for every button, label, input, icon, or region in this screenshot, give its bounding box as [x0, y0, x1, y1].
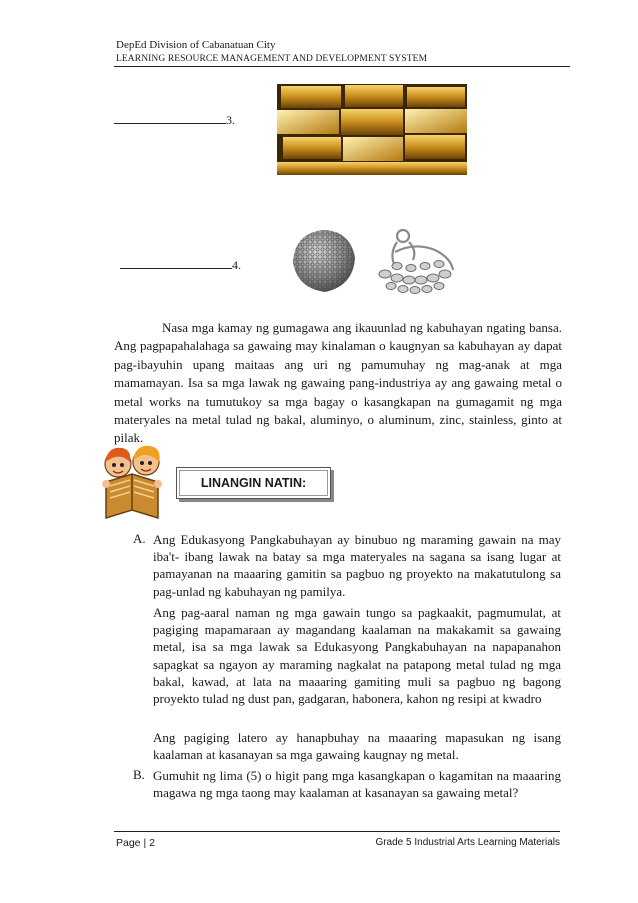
section-a-p3: Ang pagiging latero ay hanapbuhay na maaaring mapasukan ng isang kaalaman at kasanayan sa mga gawaing kaugnay ng metal. — [153, 730, 561, 763]
footer-rule — [114, 831, 560, 832]
footer-page-number: Page | 2 — [116, 837, 155, 849]
section-a-label: A. — [133, 531, 146, 546]
answer-line — [114, 113, 226, 124]
intro-text: Nasa mga kamay ng gumagawa ang ikauunlad ng kabuhayan ngating bansa. Ang pagpapahalahaga sa gawaing may kinalaman o kaugnyan sa kabuhayan ay dapat pag-ibayuhin upang maitaas ang uri ng pamumuhay ng mag-anak at mga mamamayan. Isa sa mga lawak ng gawaing pang-industriya ay ang gawaing metal o metal works na tumutukoy sa mga bagay o kasangkapan na gumagamit ng mga materyales na metal tulad ng bakal, aluminyo, o aluminum, zinc, stainless, ginto at pilak. — [114, 320, 562, 446]
section-title-box — [176, 467, 331, 499]
footer-title: Grade 5 Industrial Arts Learning Materials — [375, 837, 560, 848]
section-a-p2: Ang pag-aaral naman ng mga gawain tungo sa pagkaakit, pagmumulat, at pagiging mapamaraan ay magandang kaalaman na makakamit sa gawaing metal, isa sa mga lawak sa Edukasyong Pangkabuhayan na napapanahon sapagkat sa ngayon ay maraming nagkalat na patapong metal tulad ng mga bakal, kawad, at lata na maaaring gamiting muli sa pagbuo ng bagong proyekto tulad ng dust pan, gadgaran, habonera, kahon ng resipi at kwadro — [153, 605, 561, 707]
header-division: DepEd Division of Cabanatuan City — [116, 39, 276, 51]
header-rule — [114, 66, 570, 67]
section-b-text: Gumuhit ng lima (5) o higit pang mga kasangkapan o kagamitan na maaaring magawa ng mga taong may kaalaman at kasanayan sa gawaing metal? — [153, 768, 561, 801]
section-a-p1: Ang Edukasyong Pangkabuhayan ay binubuo ng maraming gawain na may iba't- ibang lawak na batay sa mga materyales na sagana sa isang lugar at pamayanan na maaaring gamitin sa pagbuo ng proyekto na makatutulong sa pag-unlad ng kabuhayan ng pamilya. — [153, 532, 561, 599]
kids-reading-illustration — [92, 438, 174, 522]
answer-blank-3 — [114, 113, 235, 128]
intro-paragraph — [114, 319, 562, 448]
answer-blank-4 — [120, 258, 241, 273]
gold-bars-image — [277, 84, 467, 175]
answer-line — [120, 258, 232, 269]
item-number: 3. — [226, 113, 235, 127]
header-system: LEARNING RESOURCE MANAGEMENT AND DEVELOPMENT SYSTEM — [116, 54, 428, 64]
section-b-label: B. — [133, 767, 145, 782]
metal-jewelry-image — [285, 222, 463, 298]
item-number: 4. — [232, 258, 241, 272]
section-title: LINANGIN NATIN: — [200, 476, 307, 490]
